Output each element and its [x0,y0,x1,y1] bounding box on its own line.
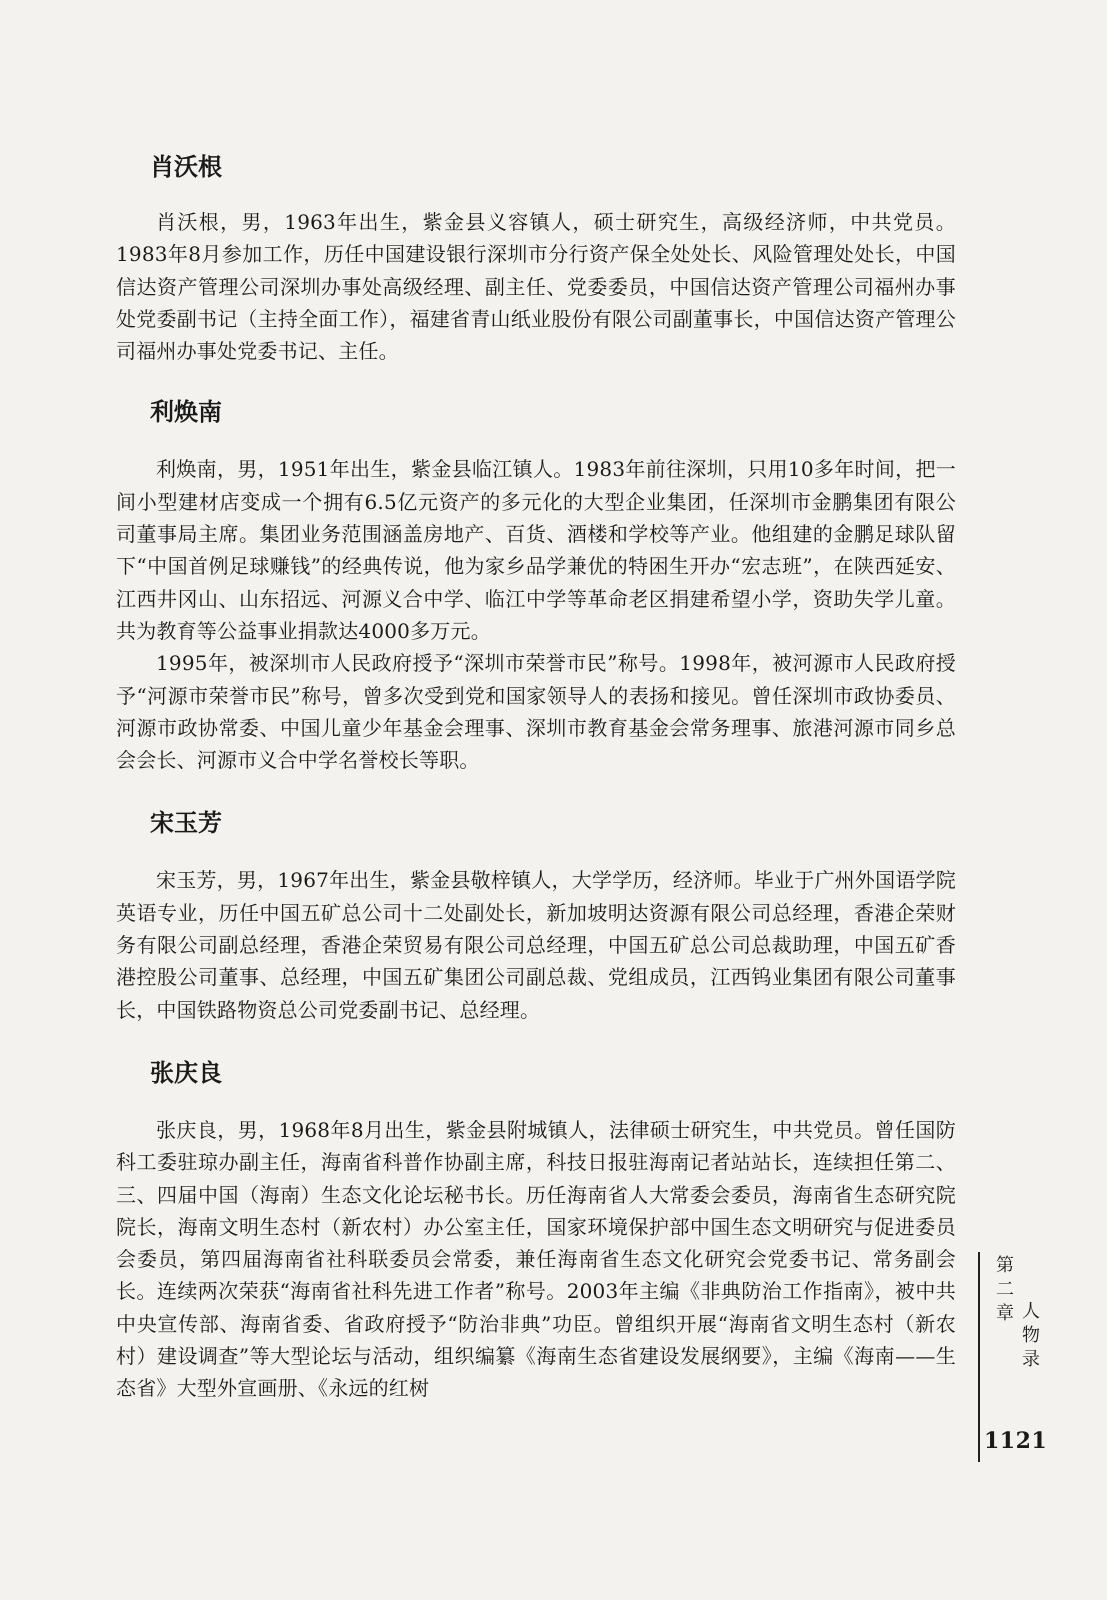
entry-section [116,150,956,367]
section-label: 人物录 [1022,1301,1040,1370]
page-margin-tab [978,1252,1058,1464]
margin-divider [978,1252,980,1462]
entry-section [116,1056,956,1405]
entry-section [116,806,956,1025]
entry-paragraph: 张庆良，男，1968年8月出生，紫金县附城镇人，法律硕士研究生，中共党员。曾任国防科工委驻琼办副主任，海南省科普作协副主席，科技日报驻海南记者站站长，连续担任第二、三、四届中国（海南）生态文化论坛秘书长。历任海南省人大常委会委员，海南省生态研究院院长，海南文明生态村（新农村）办公室主任，国家环境保护部中国生态文明研究与促进委员会委员，第四届海南省社科联委员会常委，兼任海南省生态文化研究会党委书记、常务副会长。连续两次荣获“海南省社科先进工作者”称号。2003年主编《非典防治工作指南》，被中共中央宣传部、海南省委、省政府授予“防治非典”功臣。曾组织开展“海南省文明生态村（新农村）建设调查”等大型论坛与活动，组织编纂《海南生态省建设发展纲要》，主编《海南——生态省》大型外宣画册、《永远的红树 [116,1117,956,1401]
entry-name: 张庆良 [150,1058,222,1087]
page-body [116,150,956,1405]
entry-section [116,395,956,776]
entry-paragraph: 宋玉芳，男，1967年出生，紫金县敬梓镇人，大学学历，经济师。毕业于广州外国语学院英语专业，历任中国五矿总公司十二处副处长，新加坡明达资源有限公司总经理，香港企荣财务有限公司副总经理，香港企荣贸易有限公司总经理，中国五矿总公司总裁助理，中国五矿香港控股公司董事、总经理，中国五矿集团公司副总裁、党组成员，江西钨业集团有限公司董事长，中国铁路物资总公司党委副书记、总经理。 [116,868,956,1022]
entry-name: 利焕南 [150,398,222,427]
chapter-label: 第二章 [996,1255,1014,1324]
entry-paragraph: 肖沃根，男，1963年出生，紫金县义容镇人，硕士研究生，高级经济师，中共党员。1983年8月参加工作，历任中国建设银行深圳市分行资产保全处处长、风险管理处处长，中国信达资产管理公司深圳办事处高级经理、副主任、党委委员，中国信达资产管理公司福州办事处党委副书记（主持全面工作），福建省青山纸业股份有限公司副董事长，中国信达资产管理公司福州办事处党委书记、主任。 [116,210,956,364]
entry-paragraph: 利焕南，男，1951年出生，紫金县临江镇人。1983年前往深圳，只用10多年时间，把一间小型建材店变成一个拥有6.5亿元资产的多元化的大型企业集团，任深圳市金鹏集团有限公司董事局主席。集团业务范围涵盖房地产、百货、酒楼和学校等产业。他组建的金鹏足球队留下“中国首例足球赚钱”的经典传说，他为家乡品学兼优的特困生开办“宏志班”，在陕西延安、江西井冈山、山东招远、河源义合中学、临江中学等革命老区捐建希望小学，资助失学儿童。共为教育等公益事业捐款达4000多万元。 [116,457,956,643]
entry-name: 宋玉芳 [150,809,222,838]
page-number: 1121 [984,1428,1048,1454]
entry-paragraph: 1995年，被深圳市人民政府授予“深圳市荣誉市民”称号。1998年，被河源市人民政府授予“河源市荣誉市民”称号，曾多次受到党和国家领导人的表扬和接见。曾任深圳市政协委员、河源市政协常委、中国儿童少年基金会理事、深圳市教育基金会常务理事、旅港河源市同乡总会会长、河源市义合中学名誉校长等职。 [116,651,956,773]
entry-name: 肖沃根 [150,153,222,181]
